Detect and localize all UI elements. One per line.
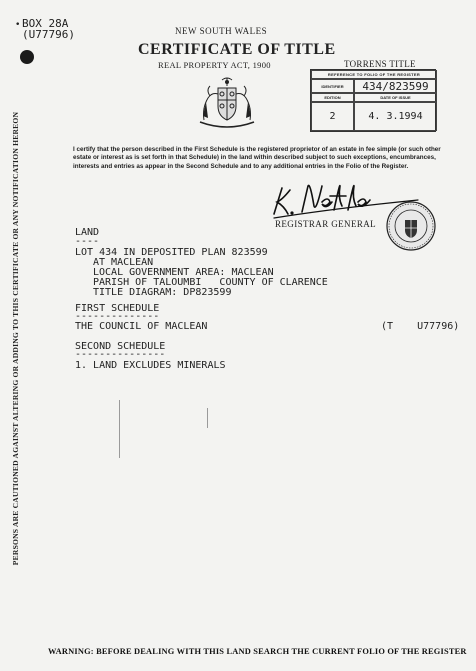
state-heading: NEW SOUTH WALES [175, 26, 268, 36]
first-schedule-heading: FIRST SCHEDULE [75, 303, 160, 314]
title-diagram: TITLE DIAGRAM: DP823599 [93, 287, 232, 298]
identifier-value: 434/823599 [354, 79, 437, 93]
warning-footer: WARNING: BEFORE DEALING WITH THIS LAND SEARCH THE CURRENT FOLIO OF THE REGISTER [48, 647, 467, 656]
punch-hole [20, 50, 34, 64]
land-heading: LAND [75, 227, 100, 238]
first-schedule-underline: -------------- [75, 311, 160, 322]
folio-reference-box [310, 69, 436, 132]
date-of-issue-label: DATE OF ISSUE [354, 93, 437, 102]
folio-reference-label: REFERENCE TO FOLIO OF THE REGISTER [311, 70, 437, 79]
first-schedule-reference: (T U77796) [381, 321, 460, 332]
edition-value: 2 [311, 102, 354, 131]
box-number: BOX 28A [22, 17, 69, 30]
parish-county: PARISH OF TALOUMBI COUNTY OF CLARENCE [93, 277, 328, 288]
second-schedule-heading: SECOND SCHEDULE [75, 341, 166, 352]
registrar-seal-icon [385, 200, 437, 252]
certification-statement: I certify that the person described in the First Schedule is the registered proprietor of an estate in fee simple (or such other estate or interest as is set forth in that Schedule) in the land within described subject to such exceptions, encumbrances, interests and entries as appear in the Second Schedule and to any additional entries in the Folio of the Register. [73, 146, 441, 170]
land-location: AT MACLEAN [93, 257, 154, 268]
second-schedule-item-1: 1. LAND EXCLUDES MINERALS [75, 360, 226, 371]
coat-of-arms-icon [196, 76, 258, 130]
box-code: (U77796) [22, 28, 75, 41]
edition-label: EDITION [311, 93, 354, 102]
pen-mark [119, 400, 120, 458]
registrar-title: REGISTRAR GENERAL [275, 219, 377, 229]
pen-mark [207, 408, 208, 428]
lot-description: LOT 434 IN DEPOSITED PLAN 823599 [75, 247, 268, 258]
torrens-title-label: TORRENS TITLE [344, 59, 416, 69]
identifier-label: IDENTIFIER [311, 79, 354, 93]
act-subtitle: REAL PROPERTY ACT, 1900 [158, 60, 271, 70]
date-of-issue-value: 4. 3.1994 [354, 102, 437, 131]
box-reference [15, 17, 92, 41]
certificate-title: CERTIFICATE OF TITLE [138, 41, 336, 58]
registered-proprietor: THE COUNCIL OF MACLEAN [75, 321, 208, 332]
side-caution-text: PERSONS ARE CAUTIONED AGAINST ALTERING OR ADDING TO THIS CERTIFICATE OR ANY NOTIFICATION HEREON [11, 111, 21, 565]
reference-mark: • [15, 20, 21, 30]
local-government-area: LOCAL GOVERNMENT AREA: MACLEAN [93, 267, 274, 278]
second-schedule-underline: --------------- [75, 349, 166, 360]
land-underline: ---- [75, 236, 100, 247]
